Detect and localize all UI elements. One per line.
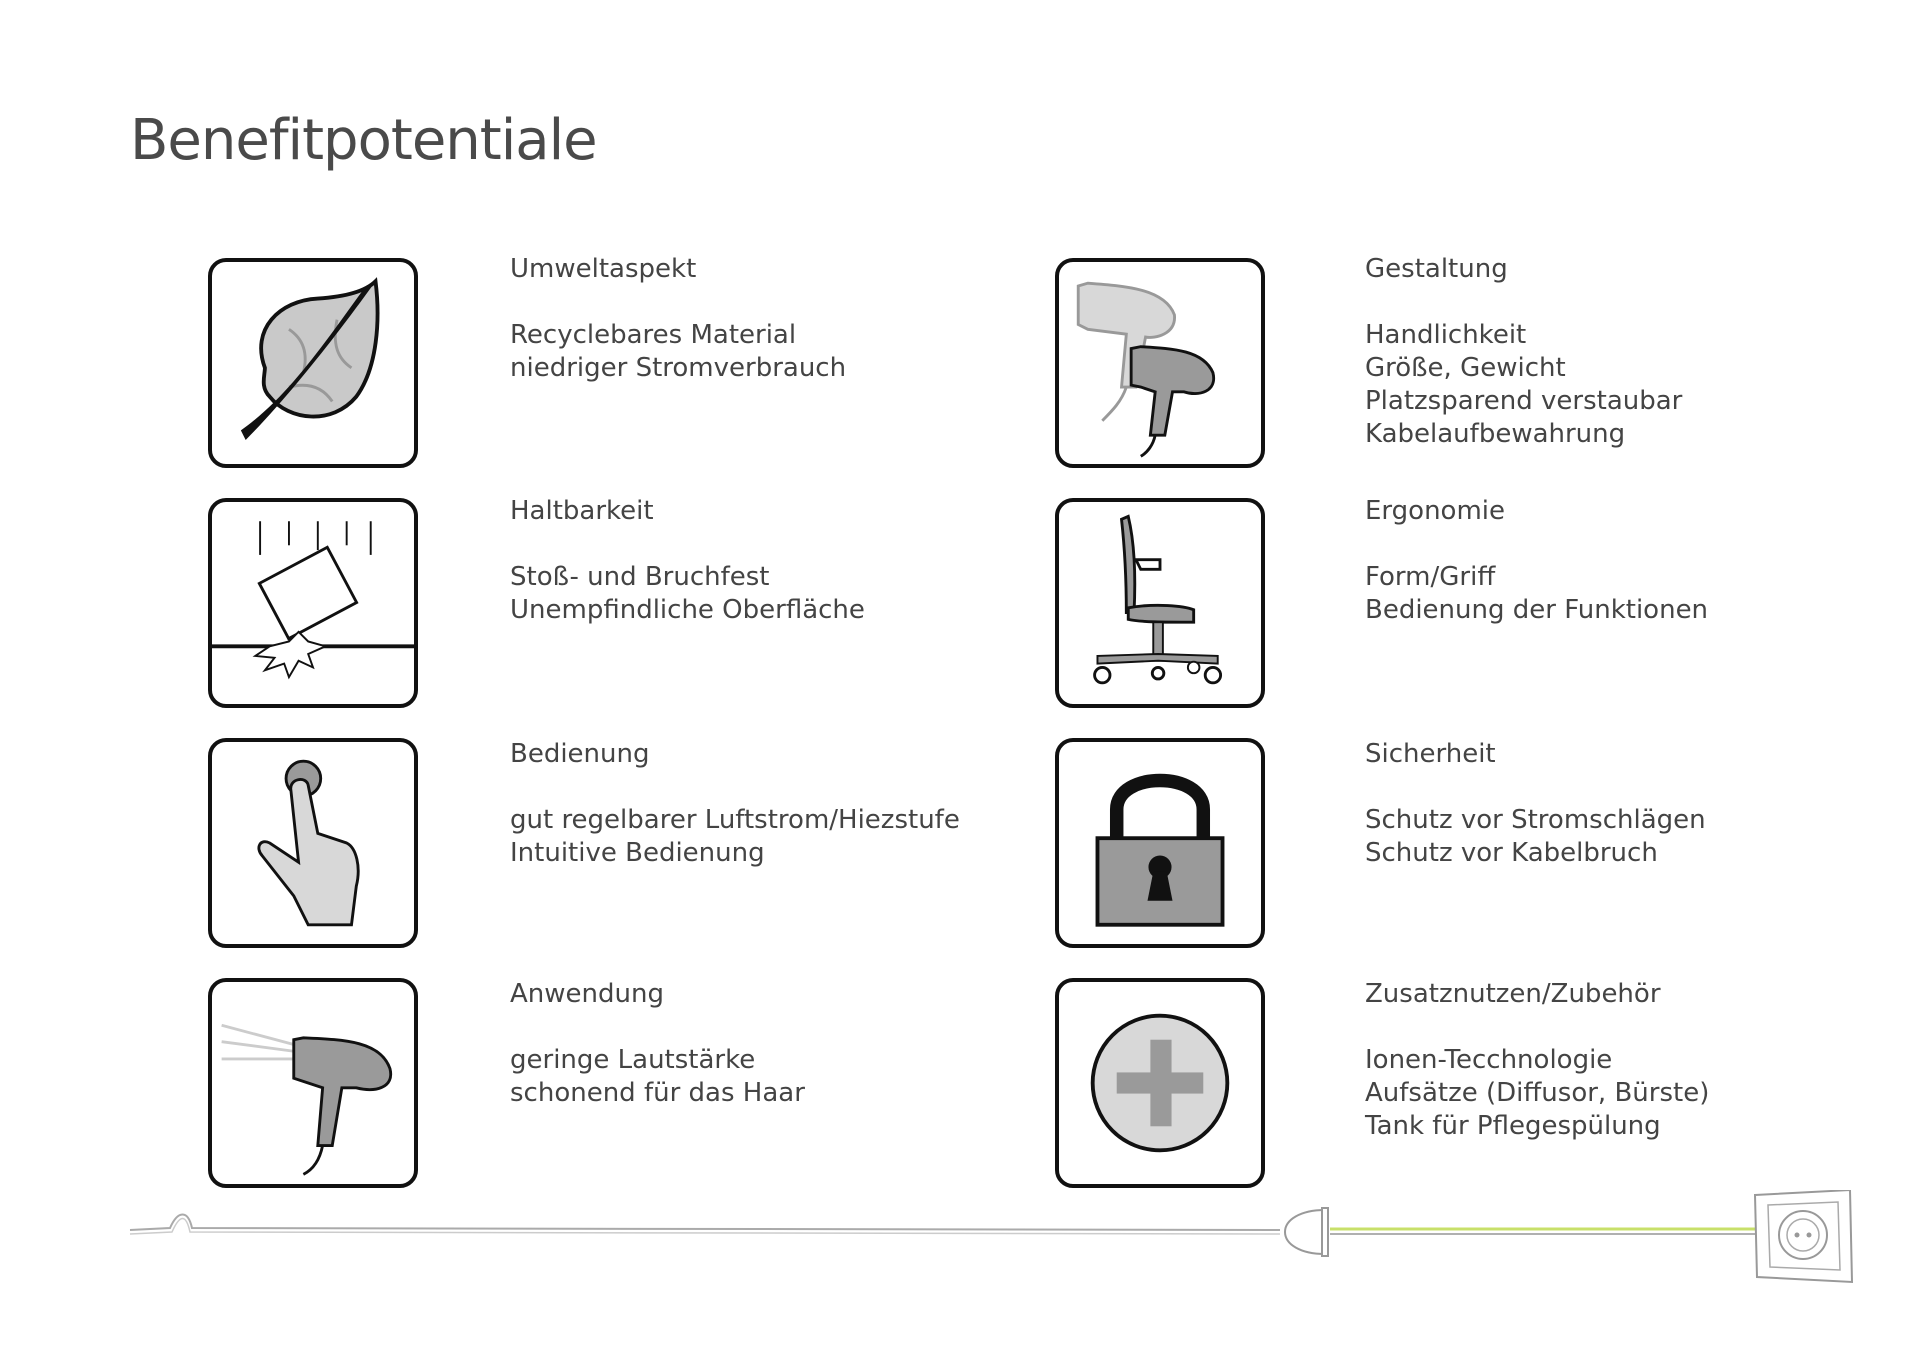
benefit-text-umwelt [510,253,970,385]
benefit-icon-card-gestaltung [1055,258,1265,468]
benefit-icon-card-bedienung [208,738,418,948]
benefit-icon-card-sicherheit [1055,738,1265,948]
page-title: Benefitpotentiale [130,108,597,173]
benefit-line: Ionen-Tecchnologie [1365,1045,1613,1075]
benefit-line: Tank für Pflegespülung [1365,1111,1661,1141]
benefit-text-sicherheit [1365,738,1825,870]
hairdryer-blowing-icon [212,982,414,1184]
leaf-icon [212,262,414,464]
benefit-heading: Haltbarkeit [510,496,654,526]
benefit-icon-card-haltbarkeit [208,498,418,708]
benefit-line: Stoß- und Bruchfest [510,562,770,592]
falling-box-icon [212,502,414,704]
benefit-text-bedienung [510,738,970,870]
benefit-icon-card-ergonomie [1055,498,1265,708]
benefit-icon-card-anwendung [208,978,418,1188]
benefit-text-gestaltung [1365,253,1825,451]
benefit-text-haltbarkeit [510,495,970,627]
benefit-heading: Zusatznutzen/Zubehör [1365,979,1661,1009]
benefit-text-anwendung [510,978,970,1110]
benefit-line: niedriger Stromverbrauch [510,353,847,383]
benefit-line: geringe Lautstärke [510,1045,756,1075]
wall-socket-icon [1755,1190,1852,1282]
benefit-line: Schutz vor Stromschlägen [1365,805,1706,835]
benefit-icon-card-umwelt [208,258,418,468]
benefit-line: Recyclebares Material [510,320,797,350]
benefit-heading: Anwendung [510,979,664,1009]
benefit-line: Intuitive Bedienung [510,838,765,868]
power-cable-decoration [0,1190,1920,1340]
benefit-heading: Sicherheit [1365,739,1496,769]
benefit-line: schonend für das Haar [510,1078,805,1108]
benefit-heading: Ergonomie [1365,496,1506,526]
benefit-line: Größe, Gewicht [1365,353,1566,383]
benefit-line: Unempfindliche Oberfläche [510,595,865,625]
benefit-text-ergonomie [1365,495,1825,627]
office-chair-icon [1059,502,1261,704]
benefit-line: Aufsätze (Diffusor, Bürste) [1365,1078,1710,1108]
benefit-heading: Bedienung [510,739,650,769]
benefit-heading: Gestaltung [1365,254,1508,284]
plug-icon [1285,1208,1328,1256]
benefit-text-zusatznutzen [1365,978,1825,1143]
plus-circle-icon [1059,982,1261,1184]
benefit-line: Kabelaufbewahrung [1365,419,1626,449]
benefit-heading: Umweltaspekt [510,254,697,284]
benefit-line: Schutz vor Kabelbruch [1365,838,1658,868]
benefit-line: Form/Griff [1365,562,1496,592]
padlock-icon [1059,742,1261,944]
benefit-line: Bedienung der Funktionen [1365,595,1709,625]
benefit-line: gut regelbarer Luftstrom/Hiezstufe [510,805,960,835]
finger-press-icon [212,742,414,944]
benefit-line: Platzsparend verstaubar [1365,386,1683,416]
benefit-line: Handlichkeit [1365,320,1527,350]
benefit-icon-card-zusatznutzen [1055,978,1265,1188]
two-hairdryers-icon [1059,262,1261,464]
